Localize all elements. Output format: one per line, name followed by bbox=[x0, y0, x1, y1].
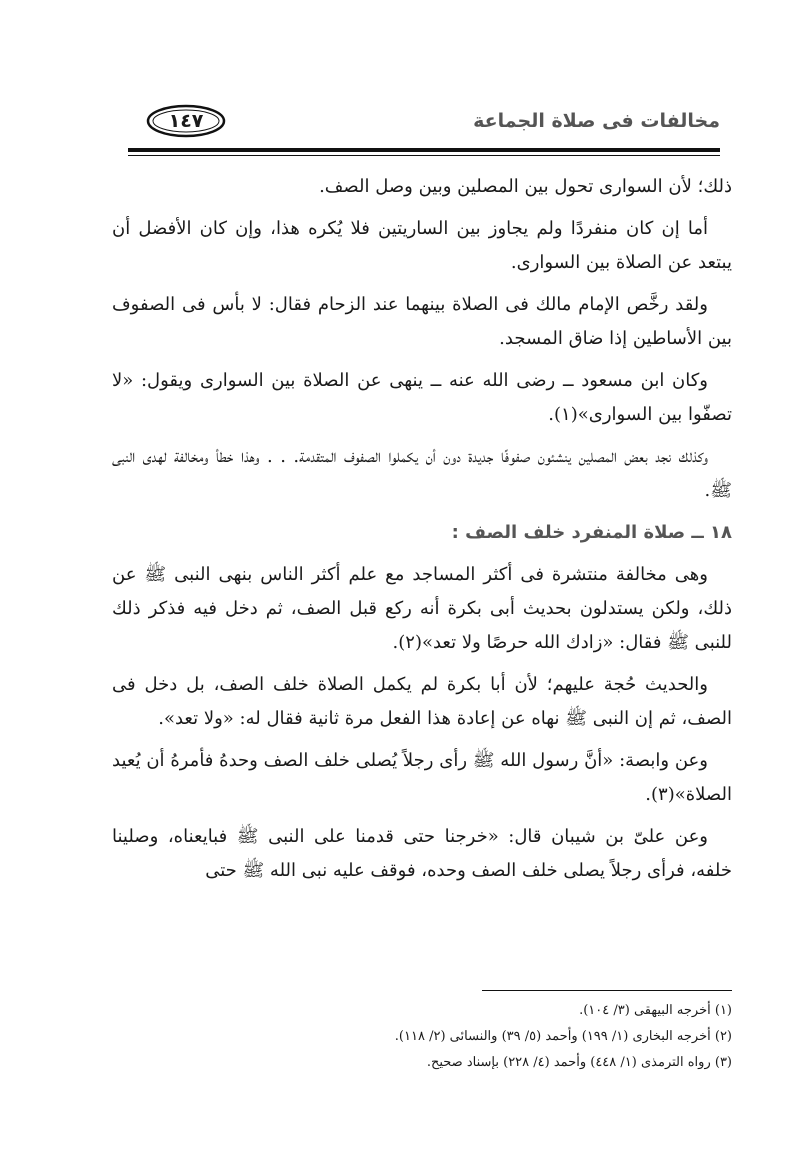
paragraph: والحديث حُجة عليهم؛ لأن أبا بكرة لم يكمل الصلاة خلف الصف، بل دخل فى الصف، ثم إن النبى ﷺ نهاه عن إعادة هذا الفعل مرة ثانية فقال له: «ولا تعد». bbox=[112, 674, 732, 729]
running-title: مخالفات فى صلاة الجماعة bbox=[473, 110, 720, 132]
body-text bbox=[112, 170, 732, 896]
footnote-rule bbox=[482, 990, 732, 991]
page-header bbox=[128, 100, 720, 144]
footnote: (٢) أخرجه البخارى (١/ ١٩٩) وأحمد (٥/ ٣٩) والنسائى (٢/ ١١٨). bbox=[394, 1029, 732, 1044]
header-rule-thick bbox=[128, 148, 720, 152]
paragraph: ذلك؛ لأن السوارى تحول بين المصلين وبين وصل الصف. bbox=[319, 176, 732, 197]
paragraph: وكان ابن مسعود ــ رضى الله عنه ــ ينهى عن الصلاة بين السوارى ويقول: «لا تصفّوا بين السوارى»(١). bbox=[112, 370, 732, 425]
paragraph: وعن علىّ بن شيبان قال: «خرجنا حتى قدمنا على النبى ﷺ فبايعناه، وصلينا خلفه، فرأى رجلاً يصلى خلف الصف وحده، فوقف عليه نبى الله ﷺ حتى bbox=[112, 826, 732, 881]
footnote: (٣) رواه الترمذى (١/ ٤٤٨) وأحمد (٤/ ٢٢٨) بإسناد صحيح. bbox=[426, 1055, 732, 1070]
page-number-badge bbox=[146, 104, 226, 138]
footnote: (١) أخرجه البيهقى (٣/ ١٠٤). bbox=[579, 1003, 732, 1018]
paragraph: وعن وابصة: «أنَّ رسول الله ﷺ رأى رجلاً يُصلى خلف الصف وحدهُ فأمرهُ أن يُعيد الصلاة»(٣). bbox=[112, 750, 732, 805]
page-number: ١٤٧ bbox=[168, 110, 204, 132]
paragraph: وكذلك نجد بعض المصلين ينشئون صفوفًا جديدة دون أن يكملوا الصفوف المتقدمة. . . وهذا خطأ ومخالفة لهدى النبى ﷺ. bbox=[112, 446, 732, 501]
paragraph: أما إن كان منفردًا ولم يجاوز بين الساريتين فلا يُكره هذا، وإن كان الأفضل أن يبتعد عن الصلاة بين السوارى. bbox=[112, 218, 732, 273]
paragraph: ولقد رخَّص الإمام مالك فى الصلاة بينهما عند الزحام فقال: لا بأس فى الصفوف بين الأساطين إذا ضاق المسجد. bbox=[112, 294, 732, 349]
paragraph: وهى مخالفة منتشرة فى أكثر المساجد مع علم أكثر الناس بنهى النبى ﷺ عن ذلك، ولكن يستدلون بحديث أبى بكرة أنه ركع قبل الصف، ثم دخل فيه فذكر ذلك للنبى ﷺ فقال: «زادك الله حرصًا ولا تعد»(٢). bbox=[112, 564, 732, 653]
header-rule-thin bbox=[128, 155, 720, 156]
section-heading: ١٨ ــ صلاة المنفرد خلف الصف : bbox=[451, 522, 732, 543]
footnotes bbox=[112, 998, 732, 1076]
